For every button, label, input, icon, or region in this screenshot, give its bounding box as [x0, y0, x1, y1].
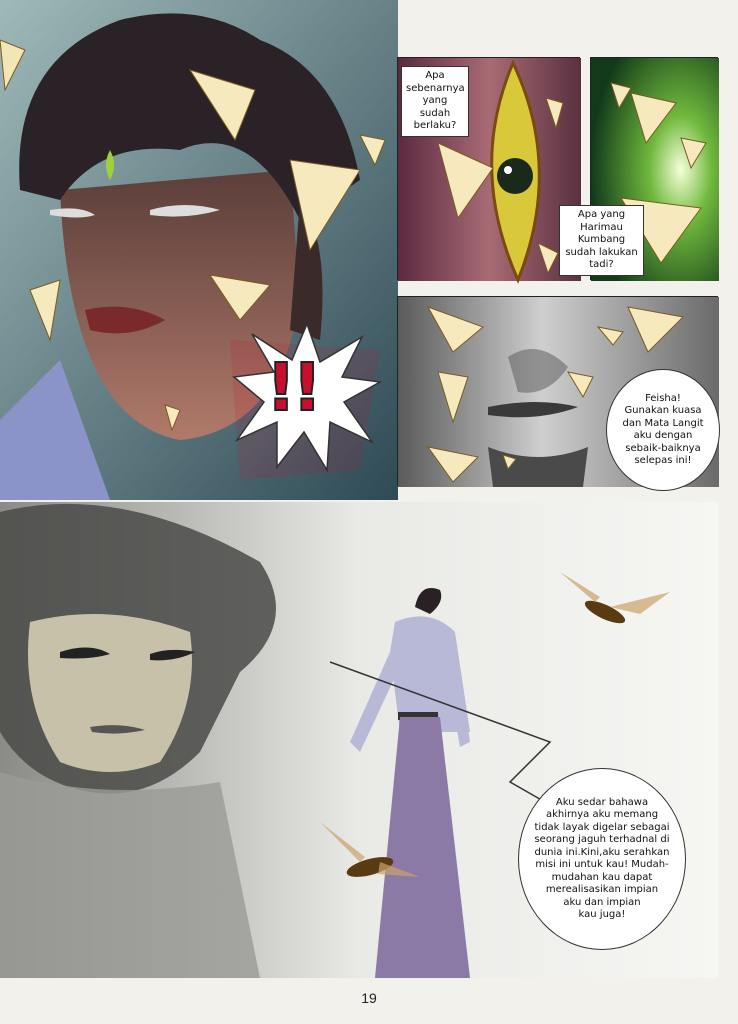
sfx-exclamation: !!: [266, 349, 319, 426]
panel-mentor-closeup: [397, 296, 718, 486]
caption-harimau-kumbang: Apa yang Harimau Kumbang sudah lakukan tadi?: [559, 205, 644, 276]
caption-what-happened: Apa sebenarnya yang sudah berlaku?: [401, 66, 469, 137]
panel-eye: [397, 57, 580, 280]
panel-farewell: [0, 502, 718, 978]
speech-farewell: Aku sedar bahawa akhirnya aku memang tidak layak digelar sebagai seorang jaguh terhadnal di dunia ini.Kini,aku serahkan misi ini untuk kau! Mudah- mudahan kau dapat merealisasikan impian aku dan impian kau juga!: [518, 768, 686, 950]
panel-green-glow: [565, 57, 718, 280]
page-number: 19: [361, 990, 377, 1006]
speech-feisha: Feisha! Gunakan kuasa dan Mata Langit aku dengan sebaik-baiknya selepas ini!: [606, 369, 720, 491]
panel-hero-closeup: [0, 0, 398, 500]
